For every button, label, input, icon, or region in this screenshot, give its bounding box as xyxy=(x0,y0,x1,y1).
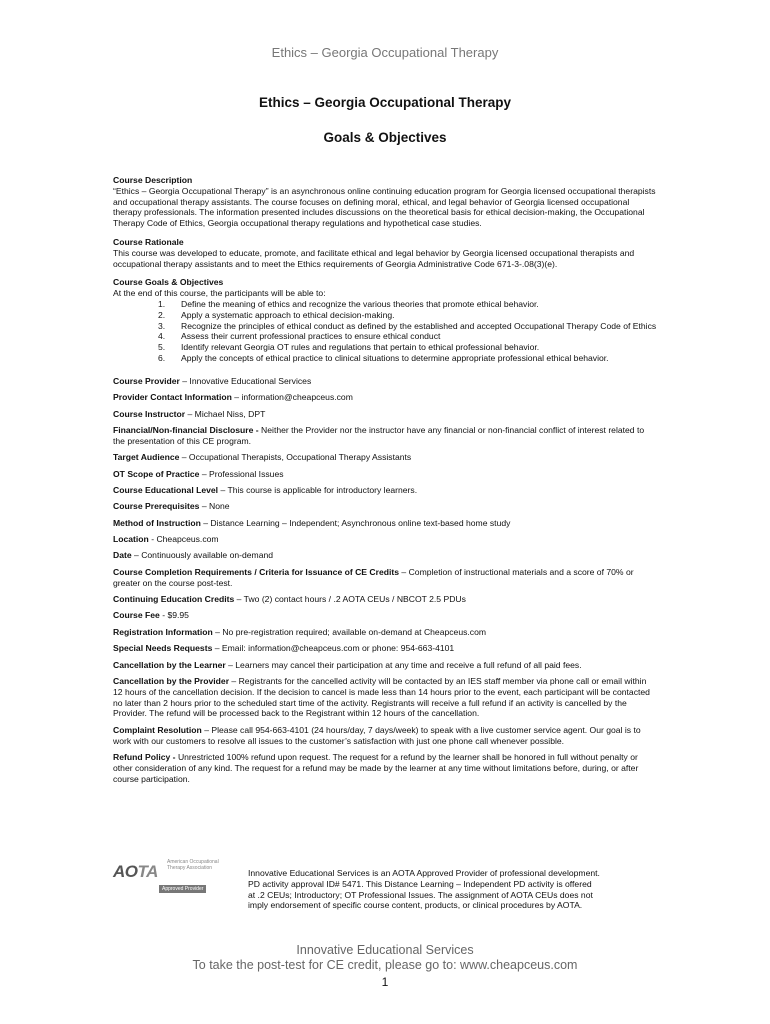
description-text: “Ethics – Georgia Occupational Therapy” is an asynchronous online continuing education program for Georgia licensed occupational therapists and occupational therapy assistants. The course focuses on defining moral, ethical, and legal behavior of Georgia licensed occupational therapy professionals. The information presented includes discussions on the theoretical basis for ethical decision-making, the Occupational Therapy Code of Ethics, Georgia occupational therapy regulations and hypothetical case studies. xyxy=(113,185,656,229)
detail-label: Refund Policy - xyxy=(113,751,176,762)
list-item xyxy=(113,331,658,342)
detail-row xyxy=(113,469,658,480)
detail-label: Course Instructor xyxy=(113,408,186,419)
detail-value: – Continuously available on-demand xyxy=(131,550,274,561)
description-heading: Course Description xyxy=(113,175,193,185)
objective-number: 1. xyxy=(158,298,166,309)
detail-label: Special Needs Requests xyxy=(113,643,213,654)
detail-label: Location xyxy=(113,534,149,545)
detail-value: – Completion of instructional materials and a score of 70% or greater on the course post-test. xyxy=(113,566,634,588)
detail-value: – Registrants for the cancelled activity will be contacted by an IES staff member via phone call or email within 12 hours of the cancellation decision. If the decision to cancel is made less than 14 hours prior to the event, each participant will be contacted no later than 2 hours prior to the scheduled start time of the activity. Registrants will receive a full refund if an activity is cancelled by the Provider. The refund will be processed back to the Registrant within 12 hours of the cancellation. xyxy=(113,675,650,719)
detail-row xyxy=(113,518,658,529)
objective-number: 2. xyxy=(158,309,166,320)
list-item xyxy=(113,342,658,353)
aota-approved-provider-logo xyxy=(113,858,218,894)
rationale-text: This course was developed to educate, promote, and facilitate ethical and legal behavior by Georgia licensed occupational therapists and occupational therapy assistants and to meet the Ethics requirements of Georgia Administrative Code 671-3-.08(3)(e). xyxy=(113,247,635,269)
goals-heading: Course Goals & Objectives xyxy=(113,277,224,288)
objective-text: Define the meaning of ethics and recognize the various theories that promote ethical behavior. xyxy=(181,298,539,309)
detail-row xyxy=(113,752,658,784)
detail-row xyxy=(113,485,658,496)
detail-value: – Innovative Educational Services xyxy=(179,375,312,386)
list-item xyxy=(113,353,658,364)
detail-label: Course Completion Requirements / Criteria for Issuance of CE Credits xyxy=(113,566,400,577)
detail-value: – None xyxy=(199,501,230,512)
detail-row xyxy=(113,676,658,719)
approved-provider-badge: Approved Provider xyxy=(159,885,206,893)
detail-row xyxy=(113,643,658,654)
detail-label: Date xyxy=(113,550,132,561)
objective-text: Apply the concepts of ethical practice to clinical situations to determine appropriate professional ethical behavior. xyxy=(181,352,609,363)
objective-text: Apply a systematic approach to ethical decision-making. xyxy=(181,309,395,320)
page-number: 1 xyxy=(381,975,389,989)
detail-label: Complaint Resolution xyxy=(113,724,202,735)
detail-value: - Cheapceus.com xyxy=(148,534,219,545)
detail-row xyxy=(113,594,658,605)
objective-text: Identify relevant Georgia OT rules and regulations that pertain to ethical professional behavior. xyxy=(181,342,540,353)
detail-value: Unrestricted 100% refund upon request. The request for a refund by the learner shall be honored in full without penalty or other consideration of any kind. The request for a refund may be made by the learner at any time without limitations before, during, or after course participation. xyxy=(113,751,639,784)
objective-number: 3. xyxy=(158,320,166,331)
objective-text: Recognize the principles of ethical conduct as defined by the established and accepted Occupational Therapy Code of Ethics xyxy=(181,320,657,331)
detail-value: – No pre-registration required; available on-demand at Cheapceus.com xyxy=(212,626,487,637)
detail-label: Registration Information xyxy=(113,626,213,637)
detail-value: – Email: information@cheapceus.com or phone: 954-663-4101 xyxy=(212,643,455,654)
running-header: Ethics – Georgia Occupational Therapy xyxy=(271,45,499,60)
detail-label: Provider Contact Information xyxy=(113,392,232,403)
document-title: Ethics – Georgia Occupational Therapy xyxy=(258,95,512,110)
detail-row xyxy=(113,452,658,463)
detail-value: – Please call 954-663-4101 (24 hours/day, 7 days/week) to speak with a live customer service agent. Our goal is to work with our customers to resolve all issues to the customer’s satisfaction with just one phone call whenever possible. xyxy=(113,724,641,746)
course-details xyxy=(113,376,658,785)
detail-row xyxy=(113,392,658,403)
detail-row xyxy=(113,567,658,589)
detail-value: Neither the Provider nor the instructor have any financial or non-financial conflict of interest related to the presentation of this CE program. xyxy=(113,424,645,446)
detail-label: Target Audience xyxy=(113,452,180,463)
detail-row xyxy=(113,376,658,387)
detail-value: – Learners may cancel their participation at any time and receive a full refund of all paid fees. xyxy=(225,659,582,670)
detail-row xyxy=(113,660,658,671)
detail-row xyxy=(113,550,658,561)
detail-value: – Two (2) contact hours / .2 AOTA CEUs / NBCOT 2.5 PDUs xyxy=(234,594,466,605)
detail-row xyxy=(113,425,658,447)
objective-number: 4. xyxy=(158,331,166,342)
list-item xyxy=(113,299,658,310)
detail-label: Method of Instruction xyxy=(113,517,201,528)
detail-row xyxy=(113,409,658,420)
rationale-heading: Course Rationale xyxy=(113,236,184,247)
detail-label: Course Fee xyxy=(113,610,160,621)
detail-label: Cancellation by the Learner xyxy=(113,659,226,670)
detail-value: – Distance Learning – Independent; Asynchronous online text-based home study xyxy=(200,517,511,528)
detail-label: Course Provider xyxy=(113,375,180,386)
list-item xyxy=(113,321,658,332)
detail-row xyxy=(113,627,658,638)
detail-label: OT Scope of Practice xyxy=(113,468,200,479)
detail-row xyxy=(113,610,658,621)
detail-row xyxy=(113,725,658,747)
detail-label: Course Educational Level xyxy=(113,484,219,495)
detail-label: Financial/Non-financial Disclosure - xyxy=(113,424,259,435)
footer-provider: Innovative Educational Services xyxy=(296,943,474,957)
detail-value: – This course is applicable for introductory learners. xyxy=(218,484,418,495)
detail-label: Course Prerequisites xyxy=(113,501,200,512)
objective-number: 6. xyxy=(158,352,166,363)
detail-label: Cancellation by the Provider xyxy=(113,675,230,686)
list-item xyxy=(113,310,658,321)
footer-posttest-note: To take the post-test for CE credit, please go to: www.cheapceus.com xyxy=(192,958,578,972)
detail-value: – information@cheapceus.com xyxy=(231,392,353,403)
detail-value: – Professional Issues xyxy=(199,468,284,479)
document-subtitle: Goals & Objectives xyxy=(323,130,447,145)
aota-org-name: American Occupational Therapy Association xyxy=(167,859,219,871)
aota-provider-statement: Innovative Educational Services is an AOTA Approved Provider of professional development. PD activity approval ID# 5471. This Distance Learning – Independent PD activity is offered at .2 CEUs; Introductory; OT Professional Issues. The assignment of AOTA CEUs does not imply endorsement of specific course content, products, or clinical procedures by AOTA. xyxy=(248,868,600,911)
objective-number: 5. xyxy=(158,342,166,353)
detail-value: – Occupational Therapists, Occupational Therapy Assistants xyxy=(179,452,412,463)
goals-intro: At the end of this course, the participants will be able to: xyxy=(113,288,326,299)
detail-row xyxy=(113,501,658,512)
detail-row xyxy=(113,534,658,545)
objectives-list xyxy=(113,299,658,364)
objective-text: Assess their current professional practices to ensure ethical conduct xyxy=(181,331,441,342)
aota-logo-icon: AOTA xyxy=(113,862,158,881)
detail-value: – Michael Niss, DPT xyxy=(185,408,266,419)
document-body xyxy=(113,175,658,790)
detail-label: Continuing Education Credits xyxy=(113,594,235,605)
detail-value: - $9.95 xyxy=(159,610,189,621)
